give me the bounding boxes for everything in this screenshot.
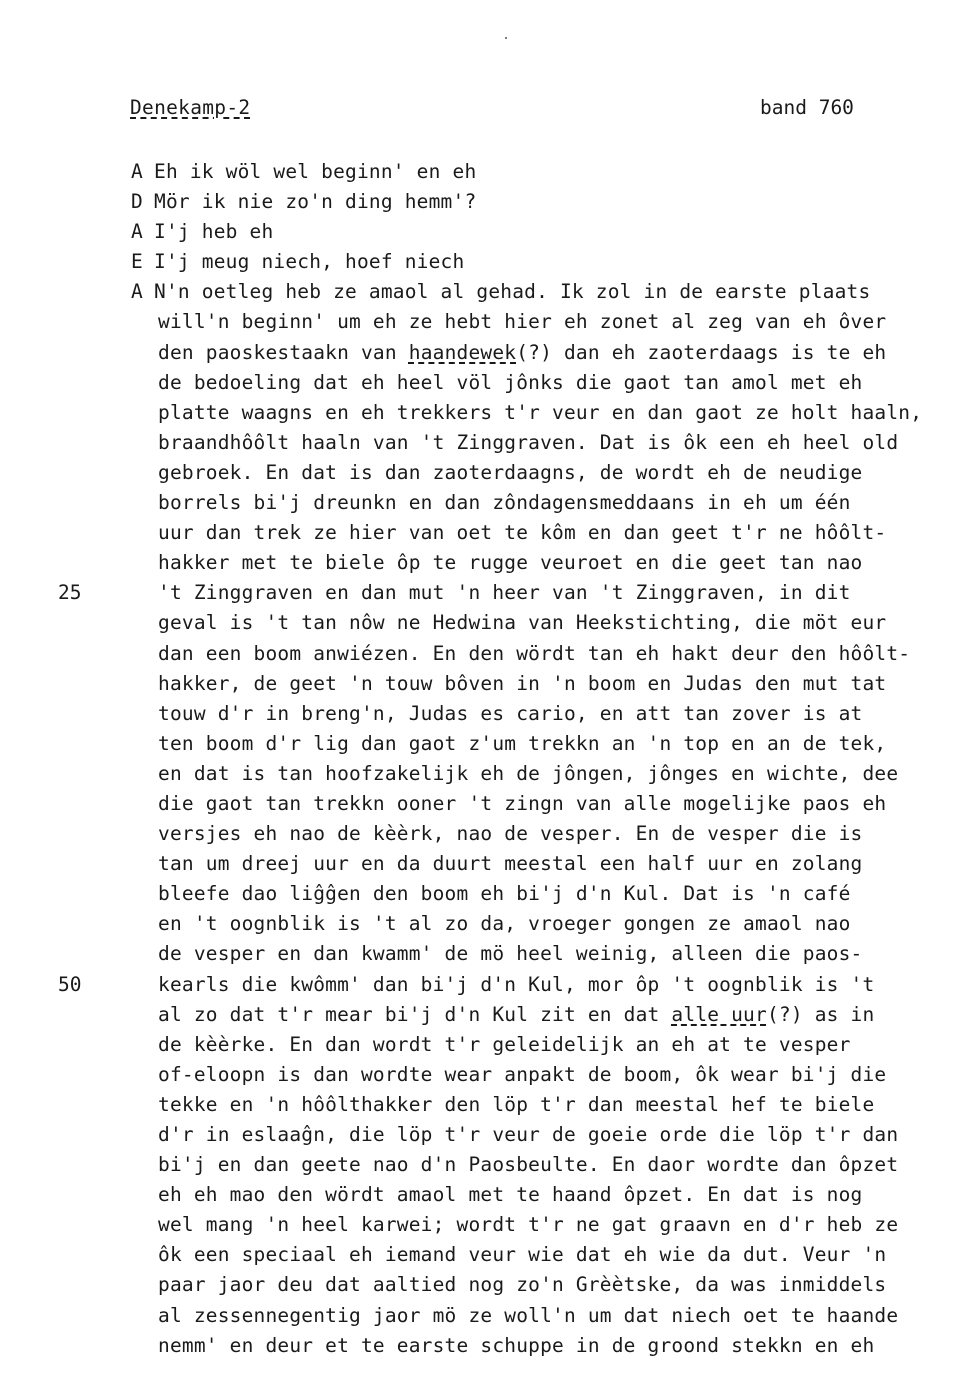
- line-text: den paoskestaakn van: [158, 340, 409, 364]
- transcript-line: [131, 1120, 961, 1150]
- transcript-line: [131, 1301, 961, 1331]
- line-text: ten boom d'r lig dan gaot z'um trekkn an 'n top en an de tek,: [158, 731, 887, 755]
- line-text: en dat is tan hoofzakelijk eh de jôngen, jônges en wichte, dee: [158, 761, 899, 785]
- line-text: 't Zinggraven en dan mut 'n heer van 't Zinggraven, in dit: [158, 581, 851, 605]
- line-text: al zo dat t'r mear bi'j d'n Kul zit en dat: [158, 1002, 672, 1026]
- line-text: I'j heb eh: [154, 220, 274, 244]
- transcript-line: [131, 578, 961, 608]
- line-text: tekke en 'n hôôlthakker den löp t'r dan meestal hef te biele: [158, 1092, 875, 1116]
- transcript-line: [131, 368, 961, 398]
- transcript-line: [131, 879, 961, 909]
- line-text: tan um dreej uur en da duurt meestal een half uur en zolang: [158, 852, 863, 876]
- transcript-line: [131, 759, 961, 789]
- transcript-line: [131, 909, 961, 939]
- transcript-line: [131, 639, 961, 669]
- line-text: Eh ik wöl wel beginn' en eh: [154, 160, 477, 183]
- line-text: borrels bi'j dreunkn en dan zôndagensmeddaans in eh um één: [158, 491, 851, 515]
- line-text: kearls die kwômm' dan bi'j d'n Kul, mor ôp 't oognblik is 't: [158, 972, 875, 996]
- transcript-line: [131, 699, 961, 729]
- line-number: 50: [58, 972, 82, 996]
- speaker-label: A: [131, 280, 143, 304]
- transcript-line: [131, 458, 961, 488]
- transcript-line: [131, 428, 961, 458]
- line-text: I'j meug niech, hoef niech: [154, 250, 465, 274]
- transcript-line: [131, 939, 961, 969]
- uncertain-word: alle uur: [671, 1002, 767, 1026]
- transcript-line: [131, 488, 961, 518]
- transcript-line: [131, 729, 961, 759]
- line-text: bi'j en dan geete nao d'n Paosbeulte. En daor wordte dan ôpzet: [158, 1153, 899, 1177]
- line-text: de vesper en dan kwamm' de mö heel weinig, alleen die paos-: [158, 942, 863, 966]
- transcript-line: [131, 669, 961, 699]
- transcript-line: [131, 548, 961, 578]
- line-text: N'n oetleg heb ze amaol al gehad. Ik zol in de earste plaats: [154, 280, 871, 304]
- transcript-line: [131, 1060, 961, 1090]
- transcript-line: [131, 1030, 961, 1060]
- transcript-line: [131, 277, 961, 307]
- band-label: band 760: [760, 96, 854, 119]
- transcript-line: [131, 1240, 961, 1270]
- transcript-line: [131, 608, 961, 638]
- transcript-line: [131, 970, 961, 1000]
- line-text: hakker met te biele ôp te rugge veuroet en die geet tan nao: [158, 551, 863, 575]
- line-text: paar jaor deu dat aaltied nog zo'n Grèètske, da was inmiddels: [158, 1273, 887, 1297]
- line-text: (?) dan eh zaoterdaags is te eh: [516, 340, 887, 364]
- line-text: al zessennegentig jaor mö ze woll'n um dat niech oet te haande: [158, 1303, 899, 1327]
- transcript-line: [131, 1000, 961, 1030]
- transcript-line: [131, 157, 961, 187]
- transcript-line: [131, 1180, 961, 1210]
- line-text: Mör ik nie zo'n ding hemm'?: [154, 190, 477, 214]
- transcript-body: [131, 157, 961, 1361]
- line-text: of-eloopn is dan wordte wear anpakt de boom, ôk wear bi'j die: [158, 1062, 887, 1086]
- line-text: dan een boom anwiézen. En den wördt tan eh hakt deur den hôôlt-: [158, 641, 911, 665]
- line-text: ôk een speciaal eh iemand veur wie dat eh wie da dut. Veur 'n: [158, 1243, 887, 1267]
- line-text: de bedoeling dat eh heel völ jônks die gaot tan amol met eh: [158, 370, 863, 394]
- line-text: gebroek. En dat is dan zaoterdaagns, de wordt eh de neudige: [158, 460, 863, 484]
- transcript-line: [131, 819, 961, 849]
- line-text: platte waagns en eh trekkers t'r veur en dan gaot ze holt haaln,: [158, 400, 923, 424]
- transcript-line: [131, 338, 961, 368]
- line-text: hakker, de geet 'n touw bôven in 'n boom en Judas den mut tat: [158, 671, 887, 695]
- line-text: (?) as in: [766, 1002, 875, 1026]
- line-text: en 't oognblik is 't al zo da, vroeger gongen ze amaol nao: [158, 912, 851, 936]
- speaker-label: A: [131, 160, 143, 183]
- transcript-line: [131, 1210, 961, 1240]
- line-text: de kèèrke. En dan wordt t'r geleidelijk an eh at te vesper: [158, 1032, 851, 1056]
- speck: [505, 37, 507, 39]
- line-text: eh eh mao den wördt amaol met te haand ôpzet. En dat is nog: [158, 1183, 863, 1207]
- line-number: 25: [58, 581, 82, 605]
- document-title: [130, 96, 250, 120]
- line-text: uur dan trek ze hier van oet te kôm en dan geet t'r ne hôôlt-: [158, 521, 887, 545]
- transcript-line: [131, 1331, 961, 1361]
- line-text: touw d'r in breng'n, Judas es cario, en att tan zover is at: [158, 701, 863, 725]
- transcript-line: [131, 1090, 961, 1120]
- transcript-line: [131, 217, 961, 247]
- title-text: Denekamp-2: [130, 96, 251, 119]
- line-text: d'r in eslaaĝn, die löp t'r veur de goeie orde die löp t'r dan: [158, 1123, 899, 1146]
- line-text: wel mang 'n heel karwei; wordt t'r ne gat graavn en d'r heb ze: [158, 1213, 899, 1237]
- transcript-line: [131, 1150, 961, 1180]
- line-text: will'n beginn' um eh ze hebt hier eh zonet al zeg van eh ôver: [158, 310, 887, 334]
- transcript-line: [131, 849, 961, 879]
- uncertain-word: haandewek: [408, 340, 517, 364]
- line-text: versjes eh nao de kèèrk, nao de vesper. En de vesper die is: [158, 822, 863, 846]
- line-text: bleefe dao liĝĝen den boom eh bi'j d'n Kul. Dat is 'n café: [158, 882, 851, 906]
- transcript-line: [131, 187, 961, 217]
- speaker-label: A: [131, 220, 143, 244]
- line-text: die gaot tan trekkn ooner 't zingn van alle mogelijke paos eh: [158, 791, 887, 815]
- transcript-line: [131, 789, 961, 819]
- transcript-line: [131, 1270, 961, 1300]
- transcript-line: [131, 518, 961, 548]
- speaker-label: E: [131, 250, 143, 274]
- transcript-line: [131, 398, 961, 428]
- line-text: braandhôôlt haaln van 't Zinggraven. Dat is ôk een eh heel old: [158, 430, 899, 454]
- transcript-line: [131, 307, 961, 337]
- line-text: nemm' en deur et te earste schuppe in de groond stekkn en eh: [158, 1333, 875, 1357]
- speaker-label: D: [131, 190, 143, 214]
- line-text: geval is 't tan nôw ne Hedwina van Heekstichting, die möt eur: [158, 611, 887, 635]
- transcript-line: [131, 247, 961, 277]
